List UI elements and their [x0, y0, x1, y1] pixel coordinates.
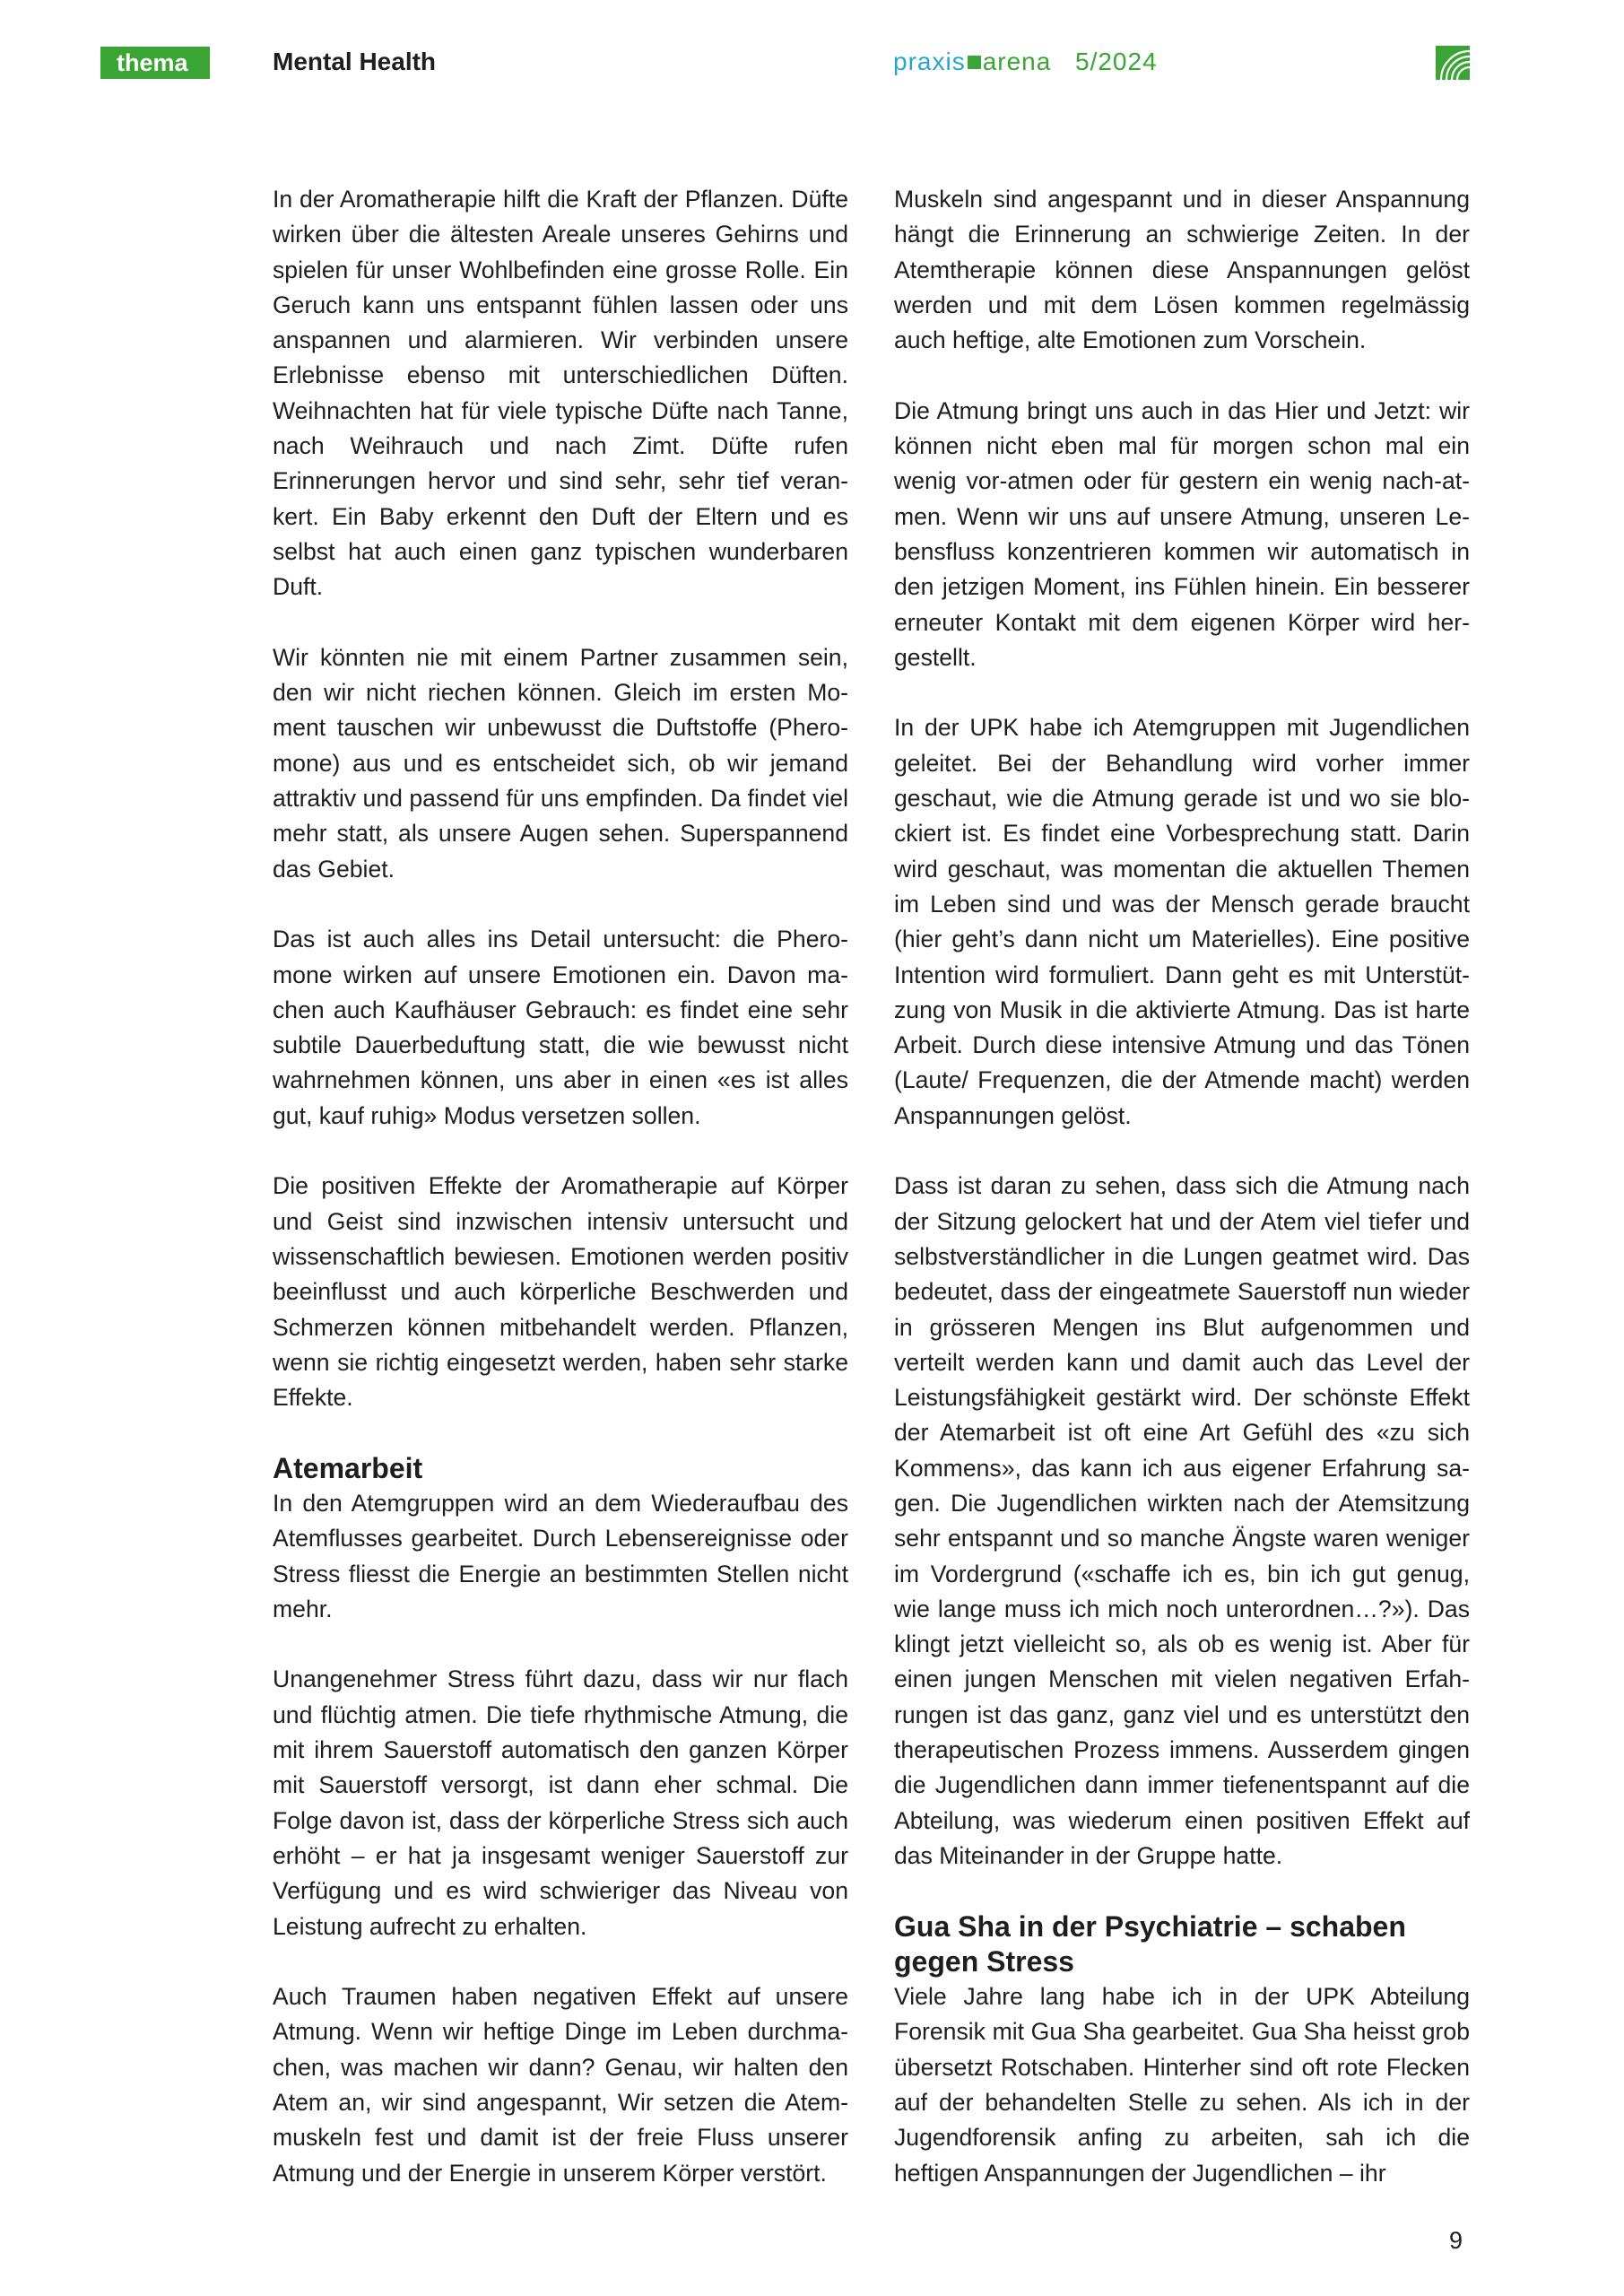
right-column	[894, 182, 1470, 2226]
paragraph: Dass ist daran zu sehen, dass sich die Atmung nach der Sitzung gelockert hat und der Atem viel tiefer und selbstverständlicher in die Lungen geatmet wird. Das bedeutet, dass der eingeatmete Sauerstoff nun wieder in grösseren Mengen ins Blut aufgenommen und verteilt werden kann und damit auch das Level der Leistungsfähigkeit gestärkt wird. Der schönste Effekt der Atemarbeit ist oft eine Art Gefühl des «zu sich Kommens», das kann ich aus eigener Erfahrung sagen. Die Jugendlichen wirkten nach der Atemsitzung sehr entspannt und so manche Ängste waren weniger im Vordergrund («schaffe ich es, bin ich gut genug, wie lange muss ich mich noch unterordnen…?»). Das klingt jetzt vielleicht so, als ob es wenig ist. Aber für einen jungen Menschen mit vielen negativen Erfahrungen ist das ganz, ganz viel und es unterstützt den therapeutischen Prozess immens. Ausserdem gingen die Jugendlichen dann immer tiefenentspannt auf die Abteilung, was wiederum einen positiven Effekt auf das Miteinander in der Gruppe hatte.	[894, 1172, 1470, 1869]
paragraph: Die positiven Effekte der Aromatherapie auf Körper und Geist sind inzwischen intensiv untersucht und wissenschaftlich bewiesen. Emotionen werden positiv beeinflusst und auch körperliche Beschwerden und Schmerzen können mitbehandelt werden. Pflanzen, wenn sie richtig eingesetzt werden, haben sehr starke Effekte.	[273, 1172, 848, 1412]
brand-part-1: praxis	[893, 48, 966, 75]
paragraph: Unangenehmer Stress führt dazu, dass wir nur flach und flüchtig atmen. Die tiefe rhythmische Atmung, die mit ihrem Sauerstoff automatisch den ganzen Körper mit Sauerstoff versorgt, ist dann eher schmal. Die Folge davon ist, dass der körperliche Stress sich auch erhöht – er hat ja insgesamt weniger Sauerstoff zur Verfügung und es wird schwieriger das Niveau von Leistung aufrecht zu erhalten.	[273, 1665, 848, 1940]
paragraph: Viele Jahre lang habe ich in der UPK Abteilung Forensik mit Gua Sha gearbeitet. Gua Sha heisst grob übersetzt Rotschaben. Hinterher sind oft rote Flecken auf der behandelten Stelle zu sehen. Als ich in der Jugendforensik anfing zu arbeiten, sah ich die heftigen Anspannungen der Jugendlichen – ihr	[894, 1983, 1470, 2187]
section-heading: Gua Sha in der Psychiatrie – schaben gegen Stress	[894, 1909, 1406, 1978]
paragraph: In den Atemgruppen wird an dem Wiederaufbau des Atemflusses gearbeitet. Durch Lebensereignisse oder Stress fliesst die Energie an bestimmten Stellen nicht mehr.	[273, 1489, 848, 1622]
page-header	[0, 0, 1624, 90]
brand-square-icon	[968, 56, 981, 69]
page-number: 9	[1449, 2227, 1463, 2254]
thema-tag: thema	[100, 47, 210, 79]
section-heading: Atemarbeit	[273, 1451, 423, 1484]
arena-logo-icon	[1436, 46, 1470, 80]
issue-number: 5/2024	[1075, 48, 1158, 75]
brand-logotype	[893, 45, 1051, 79]
paragraph: Muskeln sind angespannt und in dieser Anspannung hängt die Erinnerung an schwierige Zeiten. In der Atemtherapie können diese Anspannungen gelöst werden und mit dem Lösen kommen regelmässig auch heftige, alte Emotionen zum Vorschein.	[894, 186, 1470, 354]
paragraph: Das ist auch alles ins Detail untersucht: die Pheromone wirken auf unsere Emotionen ein. Davon machen auch Kaufhäuser Gebrauch: es findet eine sehr subtile Dauerbeduftung statt, die wie bewusst nicht wahrnehmen können, uns aber in einen «es ist alles gut, kauf ruhig» Modus versetzen sollen.	[273, 926, 848, 1129]
paragraph: Wir könnten nie mit einem Partner zusammen sein, den wir nicht riechen können. Gleich im ersten Moment tauschen wir unbewusst die Duftstoffe (Pheromone) aus und es entscheidet sich, ob wir jemand attraktiv und passend für uns empfinden. Da findet viel mehr statt, als unsere Augen sehen. Superspannend das Gebiet.	[273, 643, 848, 883]
paragraph: Auch Traumen haben negativen Effekt auf unsere Atmung. Wenn wir heftige Dinge im Leben durchmachen, was machen wir dann? Genau, wir halten den Atem an, wir sind angespannt, Wir setzen die Atemmuskeln fest und damit ist der freie Fluss unserer Atmung und der Energie in unserem Körper verstört.	[273, 1983, 848, 2187]
brand-part-2: arena	[982, 48, 1052, 75]
paragraph: Die Atmung bringt uns auch in das Hier und Jetzt: wir können nicht eben mal für morgen schon mal ein wenig vor-atmen oder für gestern ein wenig nach-atmen. Wenn wir uns auf unsere Atmung, unseren Lebensfluss konzentrieren kommen wir automatisch in den jetzigen Moment, ins Fühlen hinein. Ein besserer erneuter Kontakt mit dem eigenen Körper wird hergestellt.	[894, 396, 1470, 671]
left-column	[273, 182, 848, 2226]
section-title: Mental Health	[273, 48, 437, 75]
paragraph: In der UPK habe ich Atemgruppen mit Jugendlichen geleitet. Bei der Behandlung wird vorher immer geschaut, wie die Atmung gerade ist und wo sie blockiert ist. Es findet eine Vorbesprechung statt. Darin wird geschaut, was momentan die aktuellen Themen im Leben sind und was der Mensch gerade braucht (hier geht’s dann nicht um Materielles). Eine positive Intention wird formuliert. Dann geht es mit Unterstützung von Musik in die aktivierte Atmung. Das ist harte Arbeit. Durch diese intensive Atmung und das Tönen (Laute/ Frequenzen, die der Atmende macht) werden Anspannungen gelöst.	[894, 714, 1470, 1129]
paragraph: In der Aromatherapie hilft die Kraft der Pflanzen. Düfte wirken über die ältesten Areale unseres Gehirns und spielen für unser Wohlbefinden eine grosse Rolle. Ein Geruch kann uns entspannt fühlen lassen oder uns anspannen und alarmieren. Wir verbinden unsere Erlebnisse ebenso mit unterschiedlichen Düften. Weihnachten hat für viele typische Düfte nach Tanne, nach Weihrauch und nach Zimt. Düfte rufen Erinnerungen hervor und sind sehr, sehr tief verankert. Ein Baby erkennt den Duft der Eltern und es selbst hat auch einen ganz typischen wunderbaren Duft.	[273, 186, 848, 601]
